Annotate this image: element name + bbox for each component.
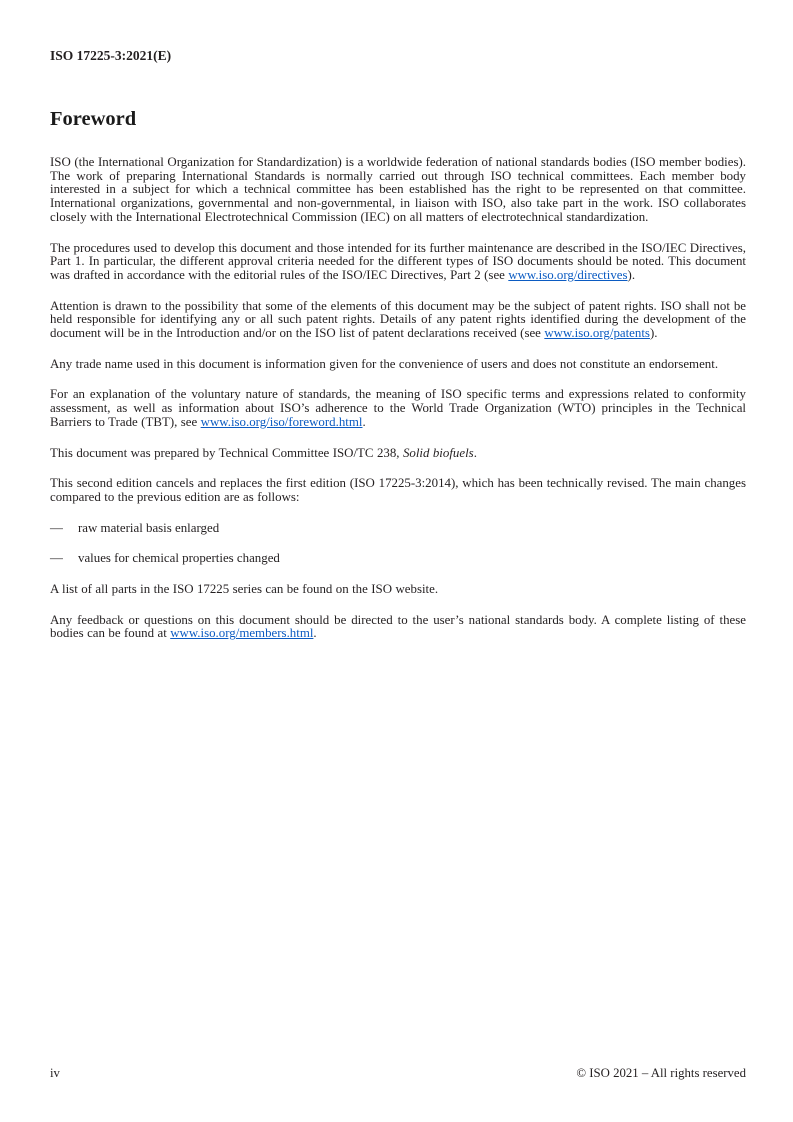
page-content bbox=[50, 0, 746, 658]
list-dash: — bbox=[50, 551, 63, 566]
paragraph-text: The procedures used to develop this document and those intended for its further maintenance are described in the ISO/IEC Directives, Part 1. In particular, the different approval criteria needed for the different types of ISO documents should be noted. This document was drafted in accordance with the editorial rules of the ISO/IEC Directives, Part 2 (see bbox=[50, 240, 746, 282]
paragraph-text: . bbox=[473, 445, 477, 460]
list-item-text: values for chemical properties changed bbox=[78, 551, 280, 566]
paragraph-edition: This second edition cancels and replaces the first edition (ISO 17225-3:2014), which has been technically revised. The main changes compared to the previous edition are as follows: bbox=[50, 476, 746, 504]
page-title: Foreword bbox=[50, 108, 137, 130]
paragraph-text: . bbox=[362, 414, 366, 429]
page-number: iv bbox=[50, 1066, 60, 1080]
link-patents[interactable]: www.iso.org/patents bbox=[544, 326, 650, 341]
paragraph-text: . bbox=[313, 626, 317, 641]
list-item bbox=[50, 522, 746, 536]
paragraph-text: ). bbox=[649, 326, 658, 341]
paragraph-feedback bbox=[50, 614, 746, 641]
page-footer bbox=[50, 1066, 746, 1081]
copyright-notice: © ISO 2021 – All rights reserved bbox=[576, 1066, 746, 1080]
link-members[interactable]: www.iso.org/members.html bbox=[170, 626, 314, 641]
list-item-text: raw material basis enlarged bbox=[78, 520, 220, 535]
paragraph-text: This document was prepared by Technical Committee ISO/TC 238, bbox=[50, 445, 403, 460]
paragraph-text: ). bbox=[627, 267, 636, 282]
list-dash: — bbox=[50, 520, 63, 535]
committee-subject: Solid biofuels bbox=[402, 445, 474, 460]
list-item bbox=[50, 552, 746, 566]
paragraph-committee bbox=[50, 447, 746, 461]
link-directives[interactable]: www.iso.org/directives bbox=[508, 267, 628, 282]
paragraph-patents bbox=[50, 300, 746, 341]
paragraph-procedures bbox=[50, 242, 746, 283]
doc-reference: ISO 17225-3:2021(E) bbox=[50, 48, 172, 63]
paragraph-series: A list of all parts in the ISO 17225 series can be found on the ISO website. bbox=[50, 582, 439, 597]
paragraph-trade-names: Any trade name used in this document is information given for the convenience of users and does not constitute an endorsement. bbox=[50, 356, 719, 371]
link-foreword-html[interactable]: www.iso.org/iso/foreword.html bbox=[200, 414, 363, 429]
paragraph-text: Any feedback or questions on this document should be directed to the user’s national standards body. A complete listing of these bodies can be found at bbox=[50, 612, 746, 641]
paragraph-federation: ISO (the International Organization for Standardization) is a worldwide federation of national standards bodies (ISO member bodies). The work of preparing International Standards is normally carried out through ISO technical committees. Each member body interested in a subject for which a technical committee has been established has the right to be represented on that committee. International organizations, governmental and non-governmental, in liaison with ISO, also take part in the work. ISO collaborates closely with the International Electrotechnical Commission (IEC) on all matters of electrotechnical standardization. bbox=[50, 155, 746, 224]
paragraph-wto bbox=[50, 388, 746, 429]
paragraph-text: Attention is drawn to the possibility that some of the elements of this document may be the subject of patent rights. ISO shall not be held responsible for identifying any or all such patent rights. Details of any patent rights identified during the development of the document will be in the Introduction and/or on the ISO list of patent declarations received (see bbox=[50, 298, 746, 341]
paragraph-text: For an explanation of the voluntary nature of standards, the meaning of ISO specific terms and expressions related to conformity assessment, as well as information about ISO’s adherence to the World Trade Organization (WTO) principles in the Technical Barriers to Trade (TBT), see bbox=[50, 387, 746, 429]
